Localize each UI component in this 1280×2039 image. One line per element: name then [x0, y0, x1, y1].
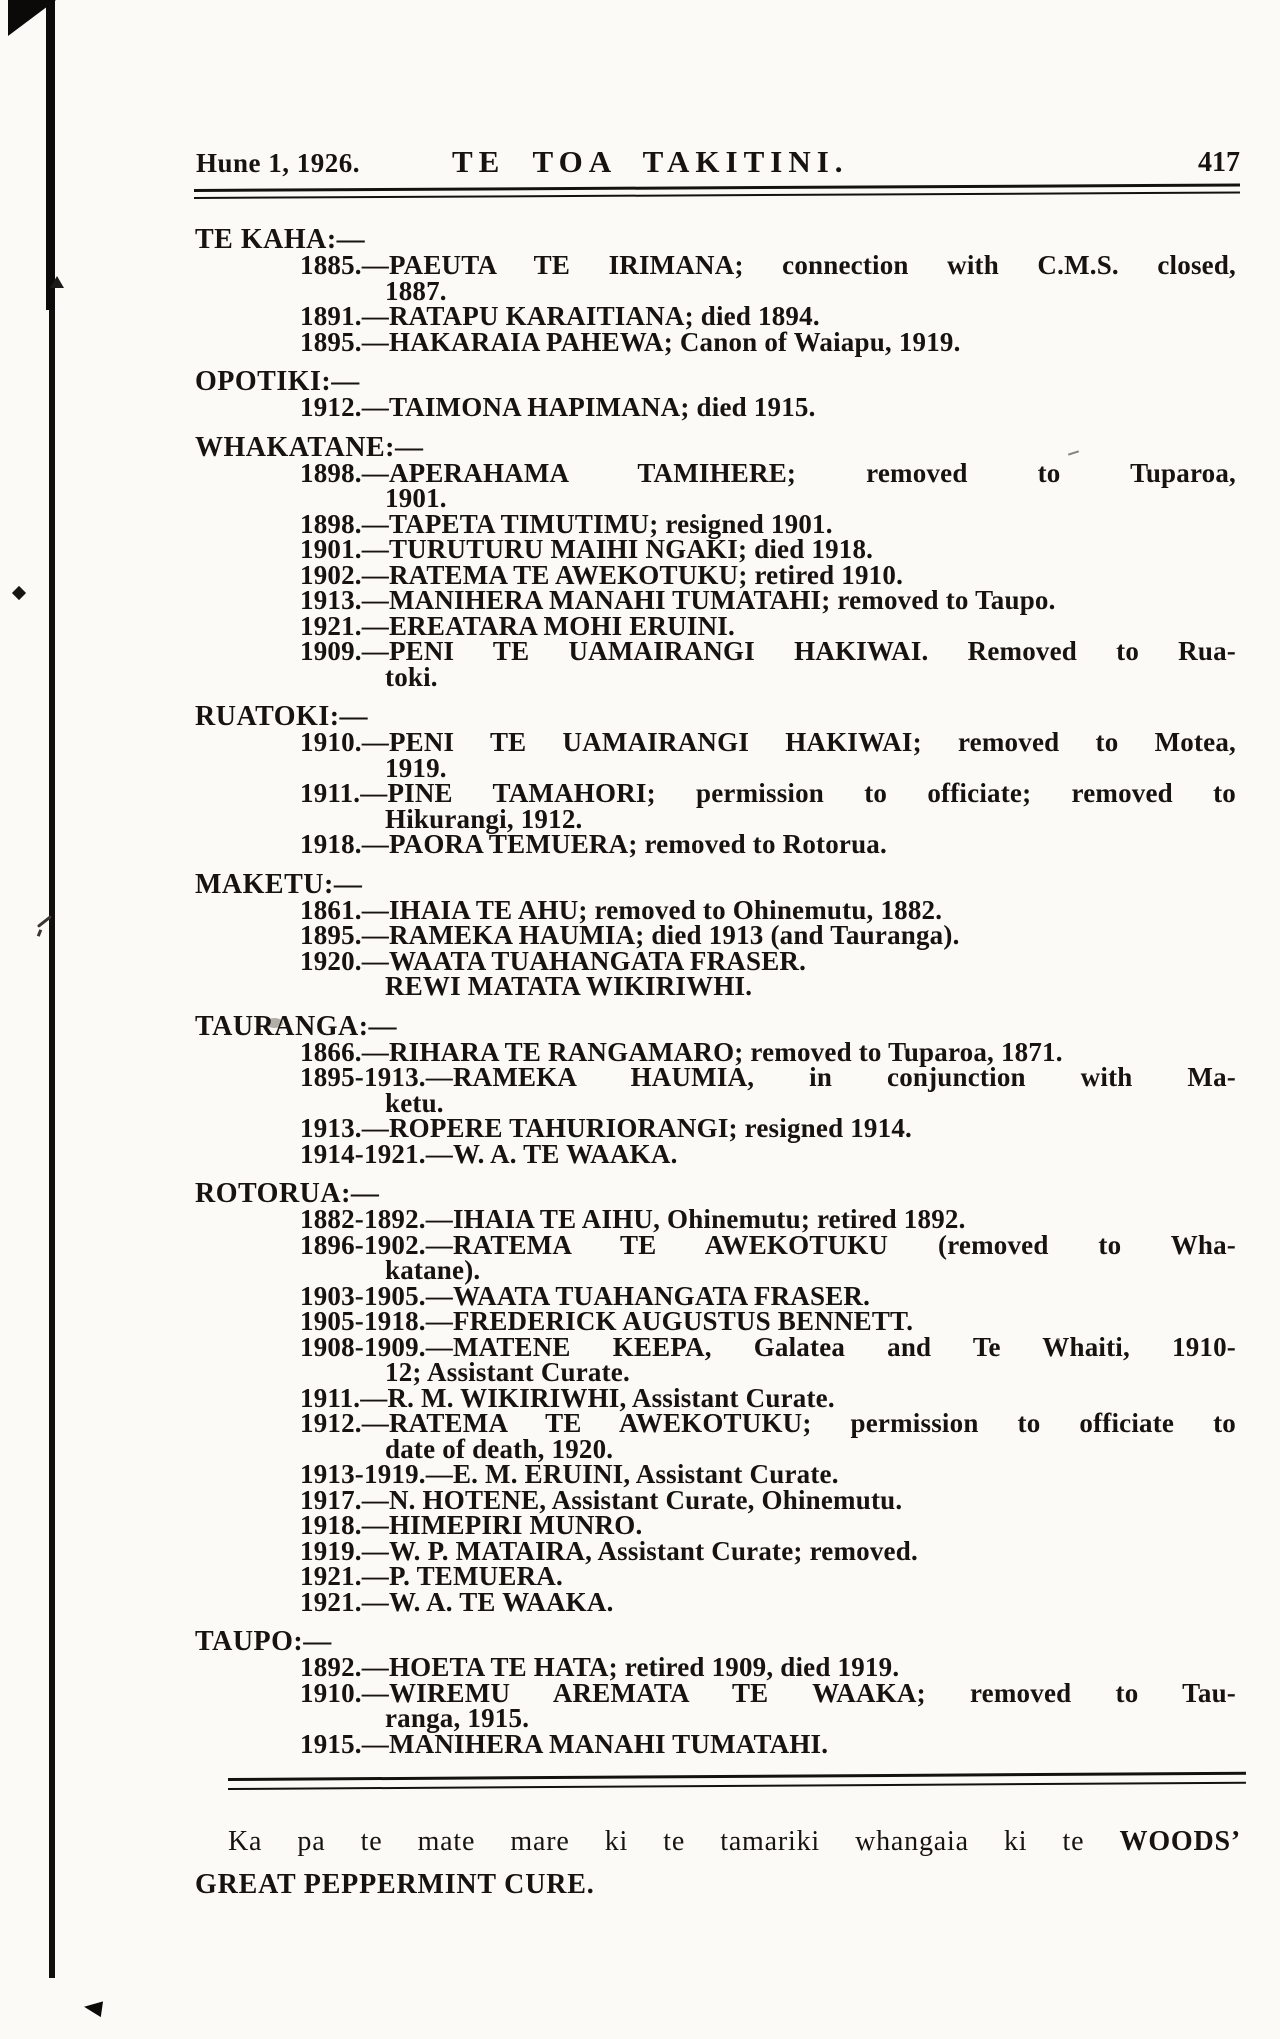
- entry-line: 1892.—HOETA TE HATA; retired 1909, died 1919.: [300, 1652, 900, 1682]
- section-entries: [195, 392, 1236, 422]
- appointment-entry: [195, 326, 1236, 357]
- appointment-entry: [195, 971, 1236, 1001]
- entry-line: 1898.—TAPETA TIMUTIMU; resigned 1901.: [300, 508, 833, 539]
- appointment-entry: [195, 1113, 1236, 1143]
- entry-line: 1917.—N. HOTENE, Assistant Curate, Ohinemutu.: [300, 1484, 903, 1515]
- appointment-entry: [195, 1229, 1236, 1285]
- entry-line: 1912.—TAIMONA HAPIMANA; died 1915.: [300, 392, 816, 422]
- district-heading: WHAKATANE:—: [195, 431, 424, 463]
- entry-line: ranga, 1915.: [385, 1703, 530, 1733]
- appointment-entry: [195, 250, 1236, 306]
- appointment-entry: [195, 727, 1236, 783]
- scan-artifact: [46, 0, 55, 310]
- entry-line: ketu.: [385, 1087, 444, 1118]
- district-section: [195, 1010, 1236, 1169]
- entry-line: 1896-1902.—RATEMA TE AWEKOTUKU (removed to Wha-: [300, 1229, 1236, 1260]
- appointment-entry: [195, 1204, 1236, 1234]
- ad-line: [195, 1820, 1241, 1863]
- entry-line: 1911.—PINE TAMAHORI; permission to officiate; removed to: [300, 778, 1236, 808]
- entry-line: 1921.—P. TEMUERA.: [300, 1561, 563, 1591]
- section-entries: [195, 1204, 1236, 1617]
- appointment-entry: [195, 1728, 1236, 1759]
- district-heading: TE KAHA:—: [195, 224, 366, 255]
- scan-artifact: [50, 276, 64, 288]
- appointments-list: [195, 226, 1236, 1757]
- footer-rule: [228, 1772, 1246, 1781]
- appointment-entry: [195, 1561, 1236, 1591]
- scan-artifact: [83, 1999, 103, 2017]
- appointment-entry: [195, 1586, 1236, 1617]
- appointment-entry: [195, 1510, 1236, 1540]
- district-heading: RUATOKI:—: [195, 701, 369, 732]
- appointment-entry: [195, 1652, 1236, 1682]
- entry-line: 1921.—W. A. TE WAAKA.: [300, 1586, 614, 1617]
- entry-line: 1895.—HAKARAIA PAHEWA; Canon of Waiapu, 1919.: [300, 326, 961, 357]
- district-heading: ROTORUA:—: [195, 1178, 380, 1209]
- scan-artifact: [12, 586, 26, 600]
- entry-line: 1910.—WIREMU AREMATA TE WAAKA; removed to Tau-: [300, 1677, 1236, 1708]
- entry-line: 1861.—IHAIA TE AHU; removed to Ohinemutu, 1882.: [300, 894, 943, 925]
- entry-line: 1902.—RATEMA TE AWEKOTUKU; retired 1910.: [300, 559, 904, 590]
- entry-line: 1866.—RIHARA TE RANGAMARO; removed to Tuparoa, 1871.: [300, 1036, 1063, 1067]
- ad-brand: WOODS’: [1119, 1826, 1242, 1857]
- appointment-entry: [195, 829, 1236, 859]
- district-heading: TAURANGA:—: [195, 1010, 398, 1042]
- appointment-entry: [195, 534, 1236, 564]
- appointment-entry: [195, 585, 1236, 615]
- entry-line: 1911.—R. M. WIKIRIWHI, Assistant Curate.: [300, 1382, 835, 1413]
- appointment-entry: [195, 1408, 1236, 1464]
- district-heading: OPOTIKI:—: [195, 366, 360, 397]
- district-section: [195, 431, 1236, 692]
- entry-line: date of death, 1920.: [385, 1433, 614, 1464]
- entry-line: 1908-1909.—MATENE KEEPA, Galatea and Te Whaiti, 1910-: [300, 1331, 1236, 1362]
- entry-line: 1901.: [385, 483, 447, 513]
- appointment-entry: [195, 1331, 1236, 1387]
- appointment-entry: [195, 392, 1236, 422]
- entry-line: 1903-1905.—WAATA TUAHANGATA FRASER.: [300, 1280, 871, 1311]
- entry-line: 1913.—ROPERE TAHURIORANGI; resigned 1914.: [300, 1113, 912, 1143]
- appointment-entry: [195, 778, 1236, 834]
- entry-line: 1912.—RATEMA TE AWEKOTUKU; permission to officiate to: [300, 1408, 1236, 1438]
- entry-line: 1920.—WAATA TUAHANGATA FRASER.: [300, 945, 807, 976]
- entry-line: 1895-1913.—RAMEKA HAUMIA, in conjunction with Ma-: [300, 1062, 1236, 1092]
- entry-line: 1918.—PAORA TEMUERA; removed to Rotorua.: [300, 829, 887, 859]
- entry-line: 1910.—PENI TE UAMAIRANGI HAKIWAI; removed to Motea,: [300, 727, 1236, 757]
- district-section: [195, 1628, 1236, 1757]
- entry-line: Hikurangi, 1912.: [385, 803, 583, 834]
- section-entries: [195, 727, 1236, 859]
- entry-line: 1885.—PAEUTA TE IRIMANA; connection with C.M.S. closed,: [300, 250, 1236, 280]
- appointment-entry: [195, 1459, 1236, 1489]
- header-rule: [194, 192, 1240, 199]
- entry-line: toki.: [385, 661, 438, 692]
- district-heading: MAKETU:—: [195, 868, 363, 900]
- entry-line: 1913.—MANIHERA MANAHI TUMATAHI; removed to Taupo.: [300, 585, 1056, 615]
- entry-line: 1914-1921.—W. A. TE WAAKA.: [300, 1138, 678, 1169]
- appointment-entry: [195, 457, 1236, 513]
- appointment-entry: [195, 1677, 1236, 1733]
- entry-line: 1913-1919.—E. M. ERUINI, Assistant Curate.: [300, 1459, 839, 1489]
- entry-line: 1921.—EREATARA MOHI ERUINI.: [300, 610, 735, 641]
- entry-line: 1919.—W. P. MATAIRA, Assistant Curate; removed.: [300, 1535, 918, 1566]
- district-heading: TAUPO:—: [195, 1626, 332, 1657]
- ad-text-maori: Ka pa te mate mare ki te tamariki whangaia ki te: [228, 1826, 1085, 1857]
- appointment-entry: [195, 920, 1236, 950]
- entry-line: 1905-1918.—FREDERICK AUGUSTUS BENNETT.: [300, 1306, 914, 1336]
- entry-line: katane).: [385, 1255, 481, 1285]
- district-section: [195, 226, 1236, 355]
- entry-line: 12; Assistant Curate.: [385, 1357, 630, 1387]
- section-entries: [195, 457, 1236, 692]
- scan-artifact: [8, 0, 56, 36]
- section-entries: [195, 894, 1236, 1001]
- section-entries: [195, 1652, 1236, 1759]
- entry-line: 1891.—RATAPU KARAITIANA; died 1894.: [300, 301, 820, 331]
- header-rule: [194, 184, 1240, 192]
- entry-line: 1918.—HIMEPIRI MUNRO.: [300, 1510, 643, 1540]
- entry-line: 1898.—APERAHAMA TAMIHERE; removed to Tuparoa,: [300, 457, 1236, 488]
- appointment-entry: [195, 1138, 1236, 1169]
- appointment-entry: [195, 1062, 1236, 1118]
- page-number: 417: [1198, 147, 1240, 178]
- district-section: [195, 703, 1236, 858]
- issue-date: Hune 1, 1926.: [196, 148, 361, 178]
- entry-line: 1887.: [385, 275, 447, 306]
- district-section: [195, 368, 1236, 421]
- ad-product: GREAT PEPPERMINT CURE.: [195, 1869, 595, 1900]
- footer-rule: [228, 1782, 1246, 1790]
- entry-line: 1909.—PENI TE UAMAIRANGI HAKIWAI. Removed to Rua-: [300, 636, 1236, 666]
- entry-line: 1919.: [385, 752, 447, 783]
- entry-line: 1901.—TURUTURU MAIHI NGAKI; died 1918.: [300, 534, 874, 564]
- section-entries: [195, 250, 1236, 357]
- section-entries: [195, 1036, 1236, 1169]
- appointment-entry: [195, 301, 1236, 331]
- district-section: [195, 868, 1236, 1001]
- appointment-entry: [195, 636, 1236, 692]
- entry-line: 1915.—MANIHERA MANAHI TUMATAHI.: [300, 1728, 829, 1759]
- district-section: [195, 1180, 1236, 1615]
- advertisement: [195, 1820, 1241, 1906]
- entry-line: 1895.—RAMEKA HAUMIA; died 1913 (and Tauranga).: [300, 920, 960, 950]
- entry-line: REWI MATATA WIKIRIWHI.: [385, 971, 753, 1001]
- page-title: TE TOA TAKITINI.: [452, 144, 849, 179]
- entry-line: 1882-1892.—IHAIA TE AIHU, Ohinemutu; retired 1892.: [300, 1204, 966, 1234]
- appointment-entry: [195, 1306, 1236, 1336]
